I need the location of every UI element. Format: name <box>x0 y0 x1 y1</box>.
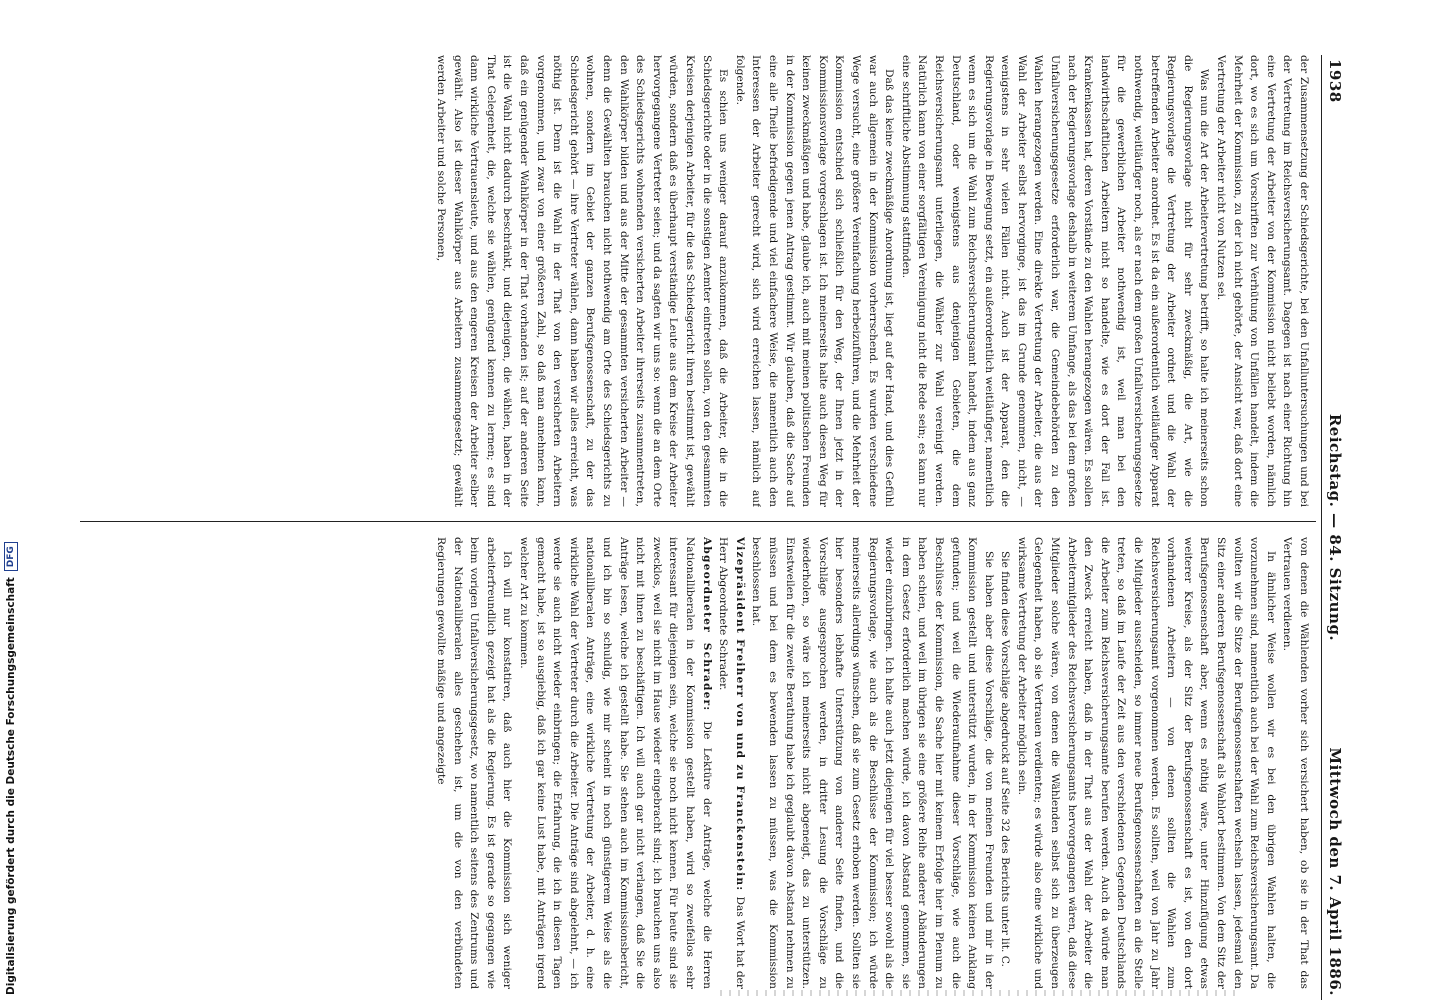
paragraph <box>516 537 715 989</box>
page-title: Reichstag. — 84. Sitzung. <box>1326 413 1344 642</box>
paragraph <box>1279 537 1312 989</box>
paragraph-text: In ähnlicher Weise wollen wir es bei den übrigen Wahlen halten, die vorzunehmen sind, namentlich auch bei der Wahl zum Reichsversicherungsamt. Da wollten wir die Sitze der Berufsgenossenschaften wechseln lassen, jedesmal den Sitz einer anderen Berufsgenossenschaft als Wahlort bestimmen. Von dem Sitz der Berufsgenossenschaft aber, wenn es nöthig wäre, unter Hinzufügung etwas weiterer Kreise, als der Sitz der Berufsgenossenschaft es ist, von den dort vorhandenen Arbeitern — von denen sollten die Wahlen zum Reichsversicherungsamt vorgenommen werden. Es sollten, weil von Jahr zu Jahr die Mitglieder ausscheiden, so immer neue Berufsgenossenschaften an die Stelle treten, so daß im Laufe der Zeit aus den verschiedenen Gegenden Deutschlands die Arbeiter zum Reichsversicherungsamte berufen werden. Auch da würde man den Zweck erreicht haben, daß in der That aus der Wahl der Arbeiter die Arbeitermitglieder des Reichsversicherungsamts hervorgegangen wären, daß diese Mitglieder solche wären, von denen die Wählenden selbst sich zu überzeugen Gelegenheit haben, ob sie Vertrauen verdienten; es würde also eine wirkliche und wirksame Vertretung der Arbeiter möglich sein. <box>1015 537 1277 989</box>
dfg-credit-text: Digitalisierung gefördert durch die Deutsche Forschungsgemeinschaft <box>5 577 17 995</box>
paragraph-text: von denen die Wählenden vorher sich versichert haben, ob sie in der That das Vertrauen verdienen. <box>1281 537 1310 989</box>
header-rule <box>1321 55 1322 1000</box>
speaker-name: Abgeordneter Schrader: <box>700 537 713 722</box>
paragraph <box>731 55 897 507</box>
paragraph <box>715 537 748 989</box>
paragraph <box>997 537 1014 989</box>
dfg-credit <box>4 135 18 995</box>
paragraph-text: Ich will nur konstatiren, daß auch hier die Kommission sich weniger arbeiterfreundlich gezeigt hat als die Regierung. Es ist gerade so gegangen wie beim vorigen Unfallversicherungsgesetz, wo namentlich seitens des Zentrums und der Nationalliberalen alles geschehen ist, um die von den verbündeten Regierungen gewollte mäßige und angezeigte <box>435 537 514 989</box>
paragraph <box>433 55 732 507</box>
paragraph <box>897 55 1212 507</box>
paragraph <box>1013 537 1279 989</box>
text-column-left <box>82 55 1312 507</box>
paragraph-text: Das Wort hat der Herr Abgeordnete Schrader. <box>717 537 746 989</box>
scanned-page <box>50 55 1350 1000</box>
paragraph-text: der Zusammensetzung der Schiedsgerichte, bei den Unfalluntersuchungen und bei der Vertretung im Reichsversicherungsamt. Dagegen ist nach einer Richtung hin eine Vertretung der Arbeiter von der Kommission nicht beliebt worden, nämlich dort, wo es sich um Vorschriften zur Verhütung von Unfällen handelt, indem die Mehrheit der Kommission, zu der ich nicht gehörte, der Ansicht war, daß dort eine Vertretung der Arbeiter nicht von Nutzen sei. <box>1215 55 1310 507</box>
page-number: 1938 <box>1326 59 1344 103</box>
paragraph-text: Sie finden diese Vorschläge abgedruckt auf Seite 32 des Berichts unter lit. C. <box>999 551 1012 967</box>
scan-edge-marks <box>720 990 1240 996</box>
paragraph-text: Sie haben aber diese Vorschläge, die von meinen Freunden und mir in der Kommission gestellt und unterstützt wurden, in der Kommission keinen Anklang gefunden; und weil die Wiederaufnahme dieser Vorschläge, wie auch die Beschlüsse der Kommission, die Sache hier mit keinem Erfolge hier im Plenum zu haben schien, und weil im übrigen sie eine größere Reihe anderer Abänderungen in dem Gesetz erforderlich machen würde, ich davon Abstand genommen, sie wieder einzubringen. Ich halte auch jetzt diejenigen für viel besser sowohl als die Regierungsvorlage, wie auch als die Beschlüsse der Kommission; ich würde meinerseits allerdings wünschen, daß sie zum Gesetz erhoben werden. Sollten sie hier besonders lebhafte Unterstützung von anderer Seite finden, und die Vorschläge ausgesprochen werden, in dritter Lesung die Vorschläge zu wiederholen, so wäre ich meinerseits nicht abgeneigt, das zu unterstützen. Einstweilen für die zweite Berathung habe ich geglaubt davon Abstand nehmen zu müssen und bei dem es bewenden lassen zu müssen, was die Kommission beschlossen hat. <box>750 537 995 989</box>
page-date: Mittwoch den 7. April 1886. <box>1326 747 1344 996</box>
paragraph-text: Was nun die Art der Arbeitervertretung betrifft, so halte ich meinerseits schon die Regierungsvorlage nicht für sehr zweckmäßig, die Art, wie die Regierungsvorlage die Vertretung der Arbeiter ordnet und die Wahl der betreffenden Arbeiter anordnet. Es ist da ein außerordentlich weitläufiger Apparat nothwendig, weitläufiger noch, als er nach dem großen Unfallversicherungsgesetze für die gewerblichen Arbeiter nothwendig ist, weil man bei den landwirthschaftlichen Arbeitern nicht so handelte, wie es dort der Fall ist. Krankenkassen hat, deren Vorstände zu den Wahlen herangezogen wären. Es sollen nach der Regierungsvorlage deshalb in weiterem Umfange, als das bei dem großen Unfallversicherungsgesetze erforderlich war, die Gemeindebehörden zu den Wahlen herangezogen werden. Eine direkte Vertretung der Arbeiter, die aus der Wahl der Arbeiter selbst hervorginge, ist das im Grunde genommen, nicht, — wenigstens in sehr vielen Fällen nicht. Auch ist der Apparat, den die Regierungsvorlage in Bewegung setzt, ein außerordentlich weitläufiger, namentlich wenn es sich um die Wahl zum Reichsversicherungsamt handelt, indem aus ganz Deutschland, oder wenigstens aus denjenigen Gebieten, die dem Reichsversicherungsamt unterliegen, die Wähler zur Wahl vereinigt werden. Natürlich kann von einer sorgfältigen Vereinigung nicht die Rede sein; es kann nur eine schriftliche Abstimmung stattfinden. <box>899 55 1211 507</box>
text-column-right <box>82 537 1312 989</box>
paragraph-text: Daß das keine zweckmäßige Anordnung ist, liegt auf der Hand, und dies Gefühl war auch allgemein in der Kommission vorherrschend. Es wurden verschiedene Wege versucht, eine größere Vereinfachung herbeizuführen, und die Mehrheit der Kommission entschied sich schließlich für den Weg, der Ihnen jetzt in der Kommissionsvorlage vorgeschlagen ist. Ich meinerseits halte auch diesen Weg für keinen zweckmäßigen und habe, glaube ich, auch mit meinen politischen Freunden in der Kommission gegen jenen Antrag gestimmt. Wir glauben, daß die Sache auf eine alle Theile befriedigende und viel einfachere Weise, die namentlich auch den Interessen der Arbeiter gerecht wird, sich wird erreichen lassen, nämlich auf folgende. <box>733 55 896 507</box>
paragraph-text: Es schien uns weniger darauf anzukommen, daß die Arbeiter, die in die Schiedsgerichte oder in die sonstigen Aemter eintreten sollen, von den gesammten Kreisen derjenigen Arbeiter, für die das Schiedsgericht ihren bestimmt ist, gewählt würden, sondern daß es überhaupt verständige Leute aus dem Kreise der Arbeiter hervorgegangene Vertreter seien; und da sagten wir uns so: wenn die an dem Orte des Schiedsgerichts wohnenden versicherten Arbeiter ihrerseits zusammentreten, den Wahlkörper bilden und aus der Mitte der gesammten versicherten Arbeiter — denn die Gewählten brauchen nicht nothwendig am Orte des Schiedsgerichts zu wohnen, sondern im Gebiet der ganzen Berufsgenossenschaft, zu der das Schiedsgericht gehört — ihre Vertreter wählen, dann haben wir alles erreicht, was nöthig ist. Denn ist die Wahl in der That von den versicherten Arbeitern vorgenommen, und zwar von einer größeren Zahl, so daß man annehmen kann, daß ein genügender Wahlkörper in der That vorhanden ist; auf der anderen Seite ist die Wahl nicht dadurch beschränkt, und diejenigen, die wählen, haben in der That Gelegenheit, die, welche sie wählen, genügend kennen zu lernen; es sind dann wirkliche Vertrauensleute, und aus den engeren Kreisen der Arbeiter selber gewählt. Also ist dieser Wahlkörper aus Arbeitern zusammengesetzt; gewählt werden Arbeiter und solche Personen, <box>435 55 730 507</box>
paragraph-text: Die Lektüre der Anträge, welche die Herren Nationalliberalen in der Kommission gestellt haben, wird so zweifellos sehr interessant für diejenigen sein, welche sie noch nicht kennen. Für heute sind sie zwecklos, weil sie nicht im Hause wieder eingebracht sind; ich brauchen uns also nicht mit ihnen zu beschäftigen. Ich will auch gar nicht verlangen, daß Sie die Anträge lesen, welche ich gestellt habe. Sie stehen auch im Kommissionsbericht, und ich bin so schuldig, wie mir scheint in noch günstigerem Weise als die nationalliberalen Anträge, eine wirkliche Vertretung der Arbeiter, d. h. eine wirkliche Wahl der Vertreter durch die Arbeiter. Die Anträge sind abgelehnt, — ich werde sie auch nicht wieder einbringen; die Erfahrung, die ich in diesen Tagen gemacht habe, ist so ausgiebig, daß ich gar keine Lust habe, mit Anträgen irgend welcher Art zu kommen. <box>518 537 713 989</box>
paragraph <box>748 537 997 989</box>
paragraph <box>433 537 516 989</box>
paragraph <box>1212 55 1312 507</box>
column-divider <box>80 521 1316 522</box>
speaker-name: Vizepräsident Freiherr von und zu Franckenstein: <box>733 537 746 897</box>
dfg-logo: DFG <box>4 542 18 571</box>
